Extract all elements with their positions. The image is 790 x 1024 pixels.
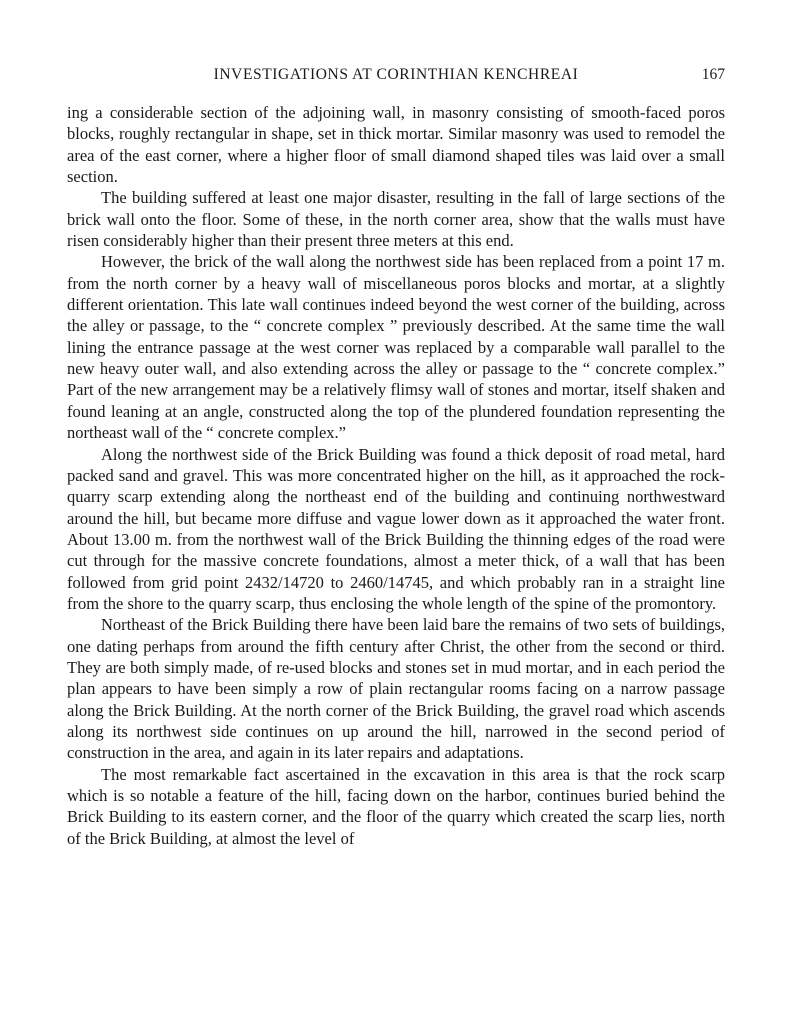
paragraph-road-metal: Along the northwest side of the Brick Building was found a thick deposit of road metal, hard packed sand and gravel. This was more concentrated higher on the hill, as it approached the rock-quarry scarp extending along the northeast end of the building and continuing northwestward around the hill, but became more diffuse and vague lower down as it approached the water front. About 13.00 m. from the northwest wall of the Brick Building the thinning edges of the road were cut through for the massive concrete foundations, almost a meter thick, of a wall that has been followed from grid point 2432/14720 to 2460/14745, and which probably ran in a straight line from the shore to the quarry scarp, thus enclosing the whole length of the spine of the promontory. xyxy=(67,444,725,613)
document-page xyxy=(67,66,725,849)
running-title: INVESTIGATIONS AT CORINTHIAN KENCHREAI xyxy=(213,66,579,83)
body-text xyxy=(67,102,725,849)
paragraph-disaster: The building suffered at least one major disaster, resulting in the fall of large sections of the brick wall onto the floor. Some of these, in the north corner area, show that the walls must have risen considerably higher than their present three meters at this end. xyxy=(67,188,725,251)
paragraph-northwest-wall: However, the brick of the wall along the northwest side has been replaced from a point 17 m. from the north corner by a heavy wall of miscellaneous poros blocks and mortar, at a slightly different orientation. This late wall continues indeed beyond the west corner of the building, across the alley or passage, to the “ concrete complex ” previously described. At the same time the wall lining the entrance passage at the west corner was replaced by a comparable wall parallel to the new heavy outer wall, and also extending across the alley or passage to the “ concrete complex.” Part of the new arrangement may be a relatively flimsy wall of stones and mortar, itself shaken and found leaning at an angle, constructed along the top of the plundered foundation representing the northeast wall of the “ concrete complex.” xyxy=(67,252,725,443)
page-number: 167 xyxy=(701,66,725,83)
paragraph-rock-scarp: The most remarkable fact ascertained in the excavation in this area is that the rock scarp which is so notable a feature of the hill, facing down on the harbor, continues buried behind the Brick Building to its eastern corner, and the floor of the quarry which created the scarp lies, north of the Brick Building, at almost the level of xyxy=(67,764,725,848)
paragraph-continued: ing a considerable section of the adjoining wall, in masonry consisting of smooth-faced poros blocks, roughly rectangular in shape, set in thick mortar. Similar masonry was used to remodel the area of the east corner, where a higher floor of small diamond shaped tiles was laid over a small section. xyxy=(67,103,725,187)
paragraph-northeast-buildings: Northeast of the Brick Building there have been laid bare the remains of two sets of buildings, one dating perhaps from around the fifth century after Christ, the other from the second or third. They are both simply made, of re-used blocks and stones set in mud mortar, and in each period the plan appears to have been simply a row of plain rectangular rooms facing on a narrow passage along the Brick Building. At the north corner of the Brick Building, the gravel road which ascends along its northwest side continues on up around the hill, narrowed in the second period of construction in the area, and again in its later repairs and adaptations. xyxy=(67,615,725,763)
running-header xyxy=(67,66,725,90)
